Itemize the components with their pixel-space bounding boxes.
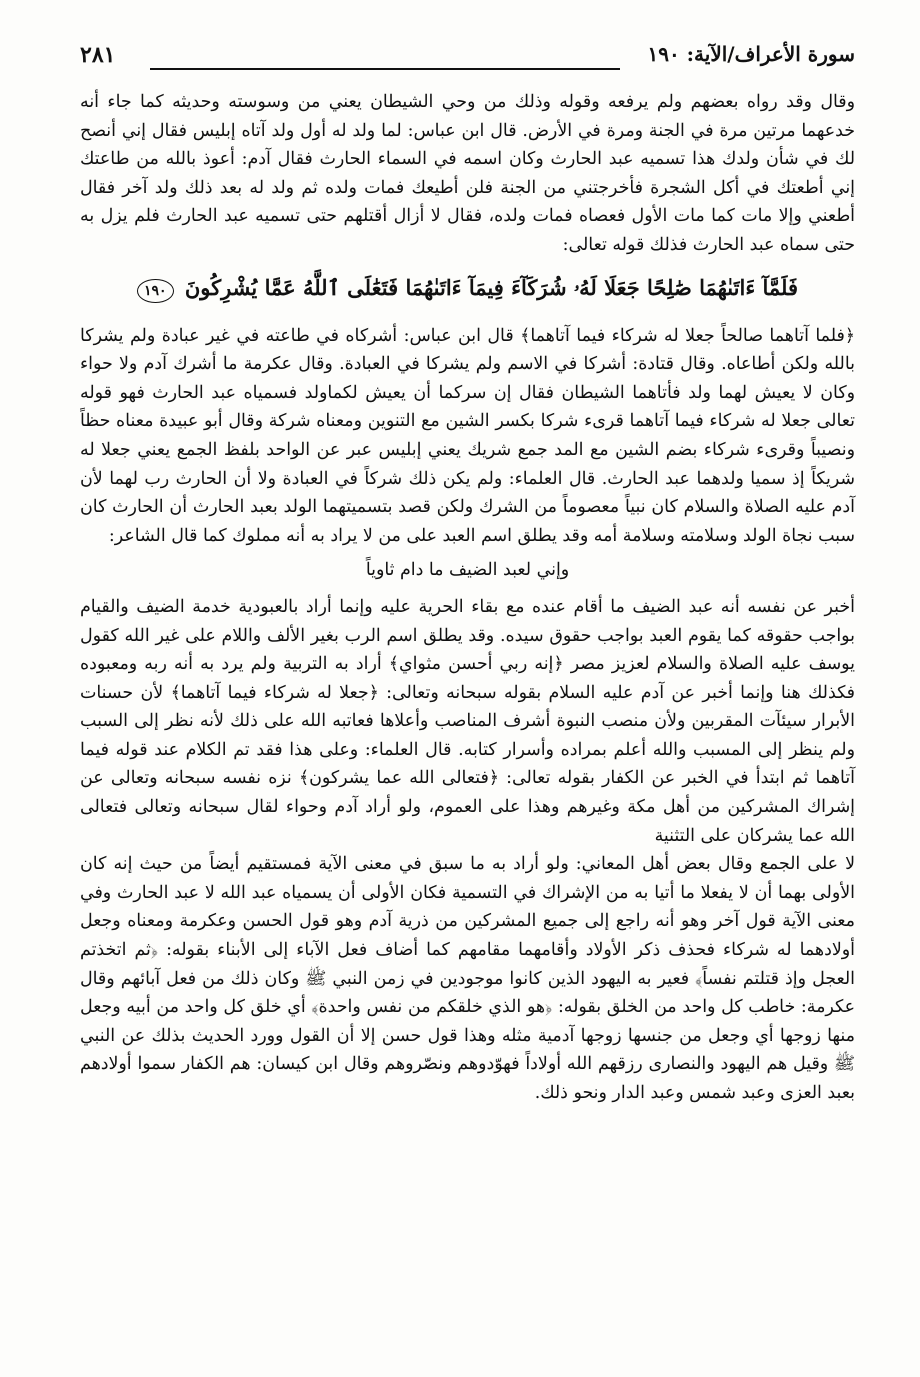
paragraph-1: وقال وقد رواه بعضهم ولم يرفعه وقوله وذلك من وحي الشيطان يعني من وسوسته وحديثه كما جاء أنه خدعهما مرتين مرة في الجنة ومرة في الأرض. قال ابن عباس: لما ولد له أول ولد آتاه إبليس فقال إني أنصح لك في شأن ولدك هذا تسميه عبد الحارث وكان اسمه في السماء الحارث فقال آدم: أعوذ بالله من طاعتك إني أطعتك في أكل الشجرة فأخرجتني من الجنة فلن أطيعك فمات ولده ثم ولد له بعد ذلك ولد آخر فقال أطعني وإلا مات كما مات الأول فعصاه فمات ولده، فقال لا أزال أقتلهم حتى تسميه عبد الحارث فلم يزل به حتى سماه عبد الحارث فذلك قوله تعالى: [80, 92, 855, 255]
header-rule [150, 68, 620, 70]
verse-text: فَلَمَّآ ءَاتَىٰهُمَا صَٰلِحًا جَعَلَا لَهُۥ شُرَكَآءَ فِيمَآ ءَاتَىٰهُمَا فَتَعَٰلَى ٱللَّهُ عَمَّا يُشْرِكُونَ [184, 274, 799, 300]
paragraph-2: ﴿فلما آتاهما صالحاً جعلا له شركاء فيما آتاهما﴾ قال ابن عباس: أشركاه في طاعته في غير عبادة ولم يشركا بالله ولكن أطاعاه. وقال قتادة: أشركا في الاسم ولم يشركا في العبادة. وقال عكرمة ما أشرك آدم ولا حواء وكان لا يعيش لهما ولد فأتاهما الشيطان فقال إن سركما أن يعيش لكماولد فسمياه عبد الحارث فهو قوله تعالى جعلا له شركاء فيما آتاهما قرىء شركا بكسر الشين مع التنوين ومعناه شركة وقال أبو عبيدة معناه حظاً ونصيباً وقرىء شركاء بضم الشين مع المد جمع شريك يعني إبليس عبر عن الواحد بلفظ الجمع يعني جعلا له شريكاً إذ سميا ولدهما عبد الحارث. قال العلماء: ولم يكن ذلك شركاً في العبادة ولا أن الحارث رب لهما لأن آدم عليه الصلاة والسلام كان نبياً معصوماً من الشرك ولكن قصد بتسميتهما الولد بعبد الحارث أن الحارث كان سبب نجاة الولد وسلامته وسلامة أمه وقد يطلق اسم العبد على من لا يراد به أنه مملوك كما قال الشاعر: [80, 325, 855, 546]
page-number: ٢٨١ [80, 42, 116, 68]
verse-number-marker: ١٩٠ [137, 279, 174, 303]
page-body [80, 88, 855, 1108]
page-header [80, 42, 855, 76]
surah-title: سورة الأعراف/الآية: ١٩٠ [647, 42, 855, 66]
paragraph-4: لا على الجمع وقال بعض أهل المعاني: ولو أراد به ما سبق في معنى الآية فمستقيم أيضاً من حيث إنه كان الأولى بهما أن لا يفعلا ما أتيا به من الإشراك في التسمية فكان الأولى أن يسمياه عبد الله لا عبد الحارث وفي معنى الآية قول آخر وهو أنه راجع إلى جميع المشركين من ذرية آدم وهو قول الحسن وعكرمة ومعناه وجعل أولادهما له شركاء فحذف ذكر الأولاد وأقامهما مقامهم كما أضاف فعل الآباء إلى الأبناء بقوله: ﴿ثم اتخذتم العجل وإذ قتلتم نفساً﴾ فعير به اليهود الذين كانوا موجودين في زمن النبي ﷺ وكان ذلك من فعل آبائهم وقال عكرمة: خاطب كل واحد من الخلق بقوله: ﴿هو الذي خلقكم من نفس واحدة﴾ أي خلق كل واحد من أبيه وجعل منها زوجها أي وجعل من جنسها زوجها آدمية مثله وهذا قول حسن إلا أن القول وورد الحديث بذلك عن النبي ﷺ وقيل هم اليهود والنصارى رزقهم الله أولاداً فهوّدوهم ونصّروهم وقال ابن كيسان: هم الكفار سموا أولادهم بعبد العزى وعبد شمس وعبد الدار ونحو ذلك. [80, 854, 855, 1103]
paragraph-3: أخبر عن نفسه أنه عبد الضيف ما أقام عنده مع بقاء الحرية عليه وإنما أراد بالعبودية خدمة الضيف والقيام بواجب حقوقه كما يقوم العبد بواجب حقوق سيده. وقد يطلق اسم الرب بغير الألف واللام على غير الله كقول يوسف عليه الصلاة والسلام لعزيز مصر ﴿إنه ربي أحسن مثواي﴾ أراد به التربية ولم يرد به أنه ربه ومعبوده فكذلك هنا وإنما أخبر عن آدم عليه السلام بقوله سبحانه وتعالى: ﴿جعلا له شركاء فيما آتاهما﴾ لأن حسنات الأبرار سيئآت المقربين ولأن منصب النبوة أشرف المناصب وأعلاها فعاتبه الله على ذلك لأنه نظر إلى السبب ولم ينظر إلى المسبب والله أعلم بمراده وأسرار كتابه. قال العلماء: وعلى هذا فقد تم الكلام عند قوله فيما آتاهما ثم ابتدأ في الخبر عن الكفار بقوله تعالى: ﴿فتعالى الله عما يشركون﴾ نزه نفسه سبحانه وتعالى عن إشراك المشركين من أهل مكة وغيرهم وهذا على العموم، ولو أراد آدم وحواء لقال سبحانه وتعالى فتعالى الله عما يشركان على التثنية [80, 596, 855, 846]
quran-verse [80, 270, 855, 306]
poem-line: وإني لعبد الضيف ما دام ثاوياً [365, 560, 570, 581]
